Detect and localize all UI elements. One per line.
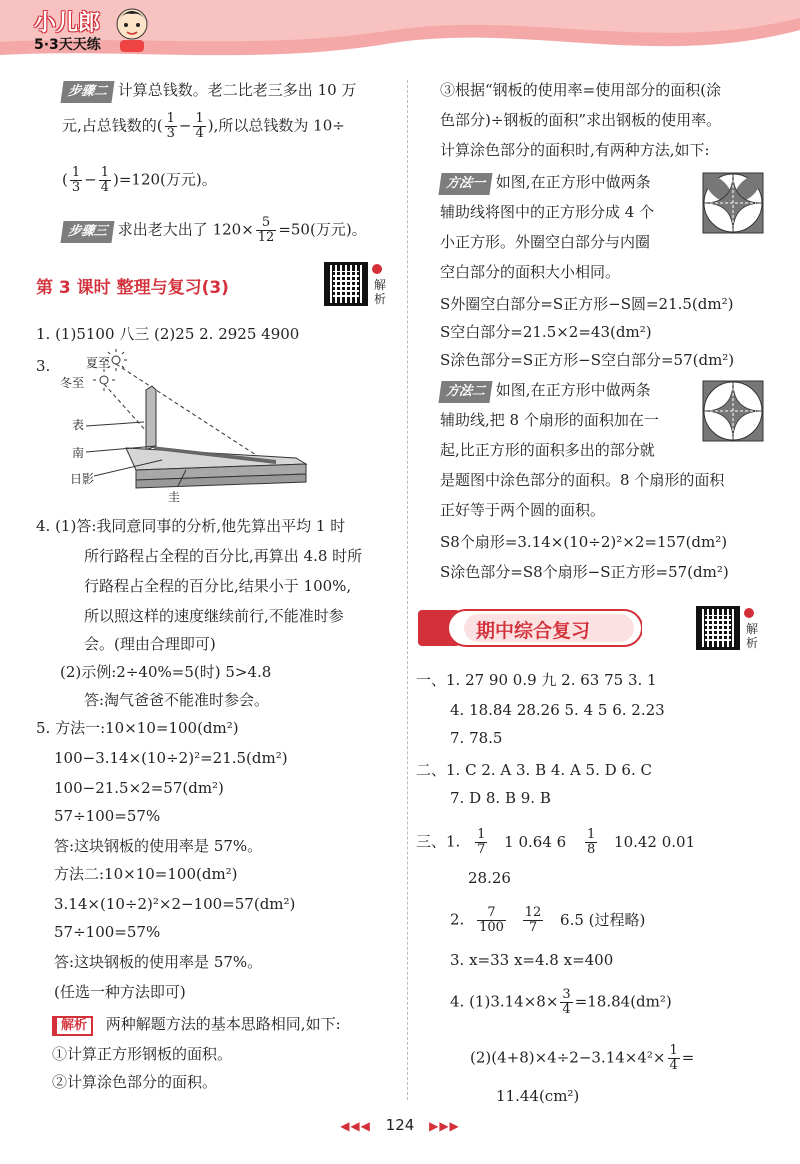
method2-line4: 是题图中涂色部分的面积。8 个扇形的面积: [440, 471, 725, 489]
label-riying: 日影: [70, 472, 95, 486]
c1-values-a: 1 0.64 6: [504, 832, 567, 851]
answer-q5-l7: 3.14×(10÷2)²×2−100=57(dm²): [54, 895, 296, 913]
answer-q4-l5: 会。(理由合理即可): [84, 635, 216, 653]
answer-c3: 3. x=33 x=4.8 x=400: [450, 951, 614, 969]
answer-q5-l3: 100−21.5×2=57(dm²): [54, 779, 224, 797]
prev-arrows-icon: ◀◀◀: [340, 1119, 371, 1133]
answer-c4-1: [450, 988, 672, 1017]
method1-line3: 小正方形。外圈空白部分与内圈: [440, 233, 651, 251]
answer-b1: 二、1. C 2. A 3. B 4. A 5. D 6. C: [416, 761, 652, 779]
right-r3: 计算涂色部分的面积时,有两种方法,如下:: [440, 141, 710, 159]
answer-a1: 一、1. 27 90 0.9 九 2. 63 75 3. 1: [416, 671, 657, 689]
c2-values: 6.5 (过程略): [560, 910, 646, 929]
step2-line1: [62, 80, 356, 103]
next-arrows-icon: ▶▶▶: [429, 1119, 460, 1133]
analysis-line2: ①计算正方形钢板的面积。: [52, 1045, 233, 1063]
sun-icon: [112, 356, 120, 364]
method2-line3: 起,比正方形的面积多出的部分就: [440, 441, 655, 459]
step2-text-c: ),所以总钱数为 10÷: [207, 116, 345, 135]
step3-tag: 步骤三: [60, 221, 114, 243]
answer-q5-l5: 答:这块钢板的使用率是 57%。: [54, 837, 263, 855]
analysis-line1: [52, 1014, 341, 1036]
step2-text: 计算总钱数。老二比老三多出 10 万: [117, 81, 357, 99]
method1-figure: [702, 172, 764, 234]
label-xiazhi: 夏至: [86, 356, 111, 370]
c4-2-text: (2)(4+8)×4÷2−3.14×4²×: [470, 1048, 666, 1067]
answer-q5-l1: 5. 方法一:10×10=100(dm²): [36, 719, 239, 737]
method2-line5: 正好等于两个圆的面积。: [440, 501, 606, 519]
answer-c2: [450, 906, 645, 935]
label-biao: 表: [72, 418, 85, 432]
label-gui: 圭: [168, 490, 181, 504]
answer-q1: 1. (1)5100 八三 (2)25 2. 2925 4900: [36, 325, 300, 343]
play-icon-2[interactable]: [744, 608, 754, 618]
formula-s4: S8个扇形=3.14×(10÷2)²×2=157(dm²): [440, 533, 728, 551]
frac-12-7: $\frac{12}{7}$: [524, 905, 542, 935]
answer-a3: 7. 78.5: [450, 729, 503, 747]
answer-q5-l4: 57÷100=57%: [54, 807, 161, 825]
brand-logo: 小儿郎: [34, 11, 101, 36]
answer-c4-3: 11.44(cm²): [496, 1087, 580, 1105]
answer-c1-l2: 28.26: [468, 869, 511, 887]
answer-q4-l4: 所以照这样的速度继续前行,不能准时参: [84, 607, 344, 625]
step2-text-a: 元,占总钱数的(: [62, 116, 163, 135]
answer-a2: 4. 18.84 28.26 5. 4 5 6. 2.23: [450, 701, 665, 719]
answer-q4-l3: 行路程占全程的百分比,结果小于 100%,: [84, 577, 352, 595]
answer-q5-l6: 方法二:10×10=100(dm²): [54, 865, 238, 883]
jiexi-label: 解析: [374, 278, 387, 306]
c1-lead: 三、1.: [416, 832, 461, 851]
frac-3-4: $\frac{3}{4}$: [562, 987, 571, 1017]
method1-text: 如图,在正方形中做两条: [495, 173, 651, 191]
frac-1-7: $\frac{1}{7}$: [477, 827, 486, 857]
label-dongzhi: 冬至: [60, 376, 85, 390]
lesson-title: 第 3 课时 整理与复习(3): [36, 278, 229, 298]
page-footer: [0, 1116, 800, 1134]
play-icon[interactable]: [372, 264, 382, 274]
step3-text-a: 求出老大出了 120×: [117, 220, 254, 239]
answer-c1: [416, 828, 695, 857]
method2-text: 如图,在正方形中做两条: [495, 381, 651, 399]
method2-figure: [702, 380, 764, 442]
answer-q5-l8: 57÷100=57%: [54, 923, 161, 941]
answer-c4-2: [470, 1044, 694, 1073]
answer-q4-l2: 所行路程占全程的百分比,再算出 4.8 时所: [84, 547, 363, 565]
midterm-title: 期中综合复习: [476, 620, 591, 642]
formula-s1: S外圈空白部分=S正方形−S圆=21.5(dm²): [440, 295, 734, 313]
frac-1-8: $\frac{1}{8}$: [586, 827, 596, 857]
paren-open: (: [62, 170, 68, 189]
formula-s3: S涂色部分=S正方形−S空白部分=57(dm²): [440, 351, 735, 369]
answer-q4-l1: 4. (1)答:我同意同事的分析,他先算出平均 1 时: [36, 517, 346, 535]
answer-q5-l2: 100−3.14×(10÷2)²=21.5(dm²): [54, 749, 288, 767]
frac-7-100: $\frac{7}{100}$: [479, 905, 504, 935]
minus: −: [178, 116, 192, 135]
qr-code[interactable]: [324, 262, 368, 306]
frac-1-3: $\frac{1}{3}$: [166, 111, 175, 141]
qr-code-2[interactable]: [696, 606, 740, 650]
analysis-tag: 解析: [52, 1016, 93, 1036]
method1-line4: 空白部分的面积大小相同。: [440, 263, 621, 281]
method2-line1: [440, 380, 651, 403]
answer-q5-l9: 答:这块钢板的使用率是 57%。: [54, 953, 263, 971]
mascot-icon: [112, 4, 152, 54]
method1-line2: 辅助线将图中的正方形分成 4 个: [440, 203, 655, 221]
header-banner: [0, 0, 800, 62]
step2-result: )=120(万元)。: [113, 170, 217, 189]
step2-tag: 步骤二: [60, 81, 114, 103]
frac-5-12: $\frac{5}{12}$: [257, 215, 275, 245]
page-number: 124: [385, 1116, 415, 1134]
step2-line3: [62, 166, 217, 195]
analysis-line3: ②计算涂色部分的面积。: [52, 1073, 218, 1091]
frac-1-4b: $\frac{1}{4}$: [100, 165, 109, 195]
label-nan: 南: [72, 446, 85, 460]
series-name: 5·3天天练: [34, 37, 101, 53]
method2-tag: 方法二: [438, 381, 492, 403]
c4-2-eq: =: [681, 1048, 695, 1067]
step3-line: [62, 216, 367, 245]
frac-1-4: $\frac{1}{4}$: [195, 111, 204, 141]
answer-q4-l6: (2)示例:2÷40%=5(时) 5>4.8: [60, 663, 272, 681]
frac-1-4c: $\frac{1}{4}$: [669, 1043, 678, 1073]
jiexi-label-2: 解析: [746, 622, 759, 650]
right-r2: 色部分)÷钢板的面积”求出钢板的使用率。: [440, 111, 722, 129]
answer-b2: 7. D 8. B 9. B: [450, 789, 551, 807]
method1-line1: [440, 172, 651, 195]
c2-lead: 2.: [450, 910, 465, 929]
c4-text-b: =18.84(dm²): [574, 992, 672, 1011]
sun-icon-2: [100, 376, 108, 384]
formula-s2: S空白部分=21.5×2=43(dm²): [440, 323, 652, 341]
right-r1: ③根据“钢板的使用率=使用部分的面积(涂: [440, 81, 722, 99]
answer-q5-l10: (任选一种方法即可): [54, 983, 186, 1001]
c1-values-b: 10.42 0.01: [614, 832, 696, 851]
step2-line2: [62, 112, 345, 141]
formula-s5: S涂色部分=S8个扇形−S正方形=57(dm²): [440, 563, 729, 581]
step3-text-b: =50(万元)。: [278, 220, 367, 239]
c4-text-a: 4. (1)3.14×8×: [450, 992, 559, 1011]
column-divider: [407, 80, 408, 1100]
method2-line2: 辅助线,把 8 个扇形的面积加在一: [440, 411, 659, 429]
analysis-text: 两种解题方法的基本思路相同,如下:: [105, 1015, 341, 1033]
minus: −: [84, 170, 97, 189]
method1-tag: 方法一: [438, 173, 492, 195]
frac-1-3b: $\frac{1}{3}$: [71, 165, 81, 195]
answer-q3-label: 3.: [36, 357, 51, 375]
answer-q4-l7: 答:淘气爸爸不能准时参会。: [84, 691, 270, 709]
